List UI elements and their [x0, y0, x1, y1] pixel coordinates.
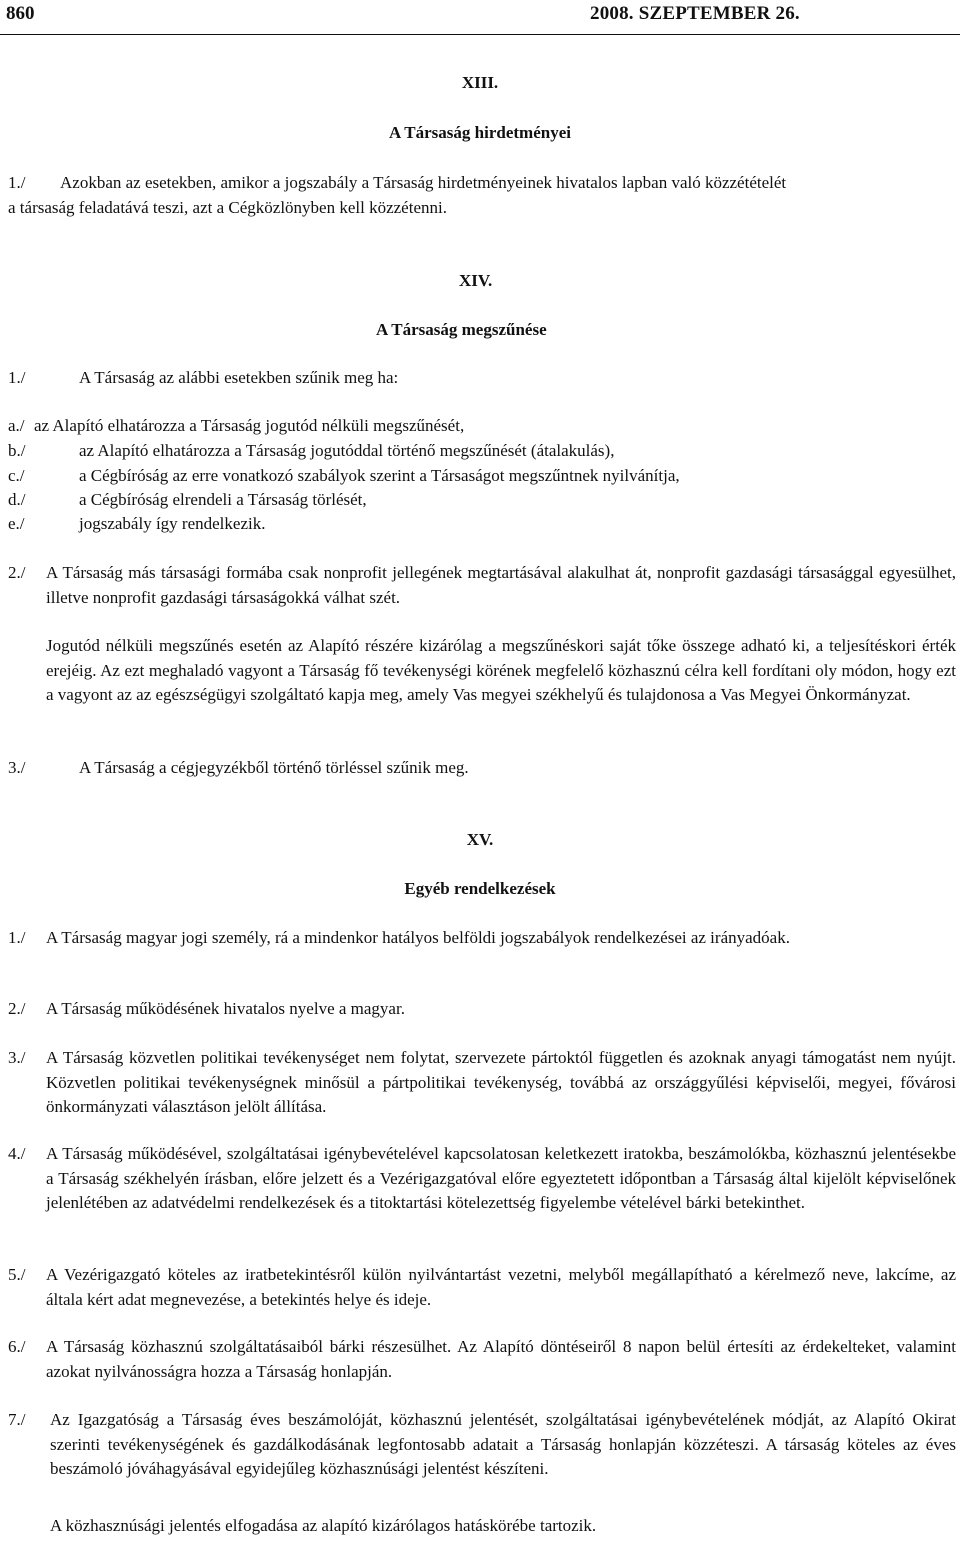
s13-p1-line-2: a társaság feladatává teszi, azt a Cégközlönyben kell közzétenni. [8, 198, 447, 217]
s14-p2-text: A Társaság más társasági formába csak nonprofit jellegének megtartásával alakulhat át, nonprofit gazdasági társasággal egyesülhet, illetve nonprofit gazdasági társaságokká válhat szét. [46, 563, 956, 607]
list-item-b-label: b./ [8, 441, 26, 460]
section-14-number: XIV. [459, 271, 493, 290]
s14-p1-text: A Társaság az alábbi esetekben szűnik meg ha: [79, 368, 399, 387]
list-item-a-text: az Alapító elhatározza a Társaság jogutód nélküli megszűnését, [34, 416, 465, 435]
section-14-title: A Társaság megszűnése [376, 320, 547, 339]
s15-p3-number: 3./ [8, 1048, 26, 1067]
s15-p6-number: 6./ [8, 1337, 26, 1356]
s14-p3-text: A Társaság a cégjegyzékből történő törléssel szűnik meg. [79, 758, 469, 777]
s15-p6-text: A Társaság közhasznú szolgáltatásaiból bárki részesülhet. Az Alapító döntéseiről 8 napon belül értesíti az érdekelteket, valamint azokat nyilvánosságra hozza a Társaság honlapján. [46, 1337, 956, 1381]
s15-p5-number: 5./ [8, 1265, 26, 1284]
section-13-title: A Társaság hirdetményei [389, 123, 571, 142]
list-item-a-label: a./ [8, 416, 25, 435]
list-item-c-label: c./ [8, 466, 25, 485]
s15-p3-text: A Társaság közvetlen politikai tevékenységet nem folytat, szervezete pártoktól független és azoknak anyagi támogatást nem nyújt. Közvetlen politikai tevékenységnek minősül a pártpolitikai tevékenység, továbbá az országgyűlési képviselői, megyei, fővárosi önkormányzati választáson jelölt állítása. [46, 1048, 956, 1116]
s14-p1-number: 1./ [8, 368, 26, 387]
page-header [0, 0, 960, 35]
s14-p3-number: 3./ [8, 758, 26, 777]
s13-p1-number: 1./ [8, 173, 26, 192]
s15-p4-text: A Társaság működésével, szolgáltatásai igénybevételével kapcsolatosan keletkezett iratokba, beszámolókba, közhasznú jelentésekbe a Társaság székhelyén írásban, előre jelzett és a Vezérigazgatóval előre egyeztetett időpontban a Társaság által kijelölt képviselőnek jelenlétében az adatvédelmi rendelkezések és a titoktartási kötelezettség figyelembe vételével bárki betekinthet. [46, 1144, 956, 1212]
header-date: 2008. SZEPTEMBER 26. [590, 3, 800, 24]
s15-p5-text: A Vezérigazgató köteles az iratbetekintésről külön nyilvántartást vezetni, melyből megállapítható a kérelmező neve, lakcíme, az általa kért adat megnevezése, a betekintés helye és ideje. [46, 1265, 956, 1309]
list-item-d-label: d./ [8, 490, 26, 509]
s14-p2-continuation: Jogutód nélküli megszűnés esetén az Alapító részére kizárólag a megszűnéskori saját tőke összege adható ki, a teljesítéskori érték erejéig. Az ezt meghaladó vagyont a Társaság fő tevékenységi körének megfelelő közhasznú célra kell fordítani oly módon, hogy ezt a vagyont az az egészségügyi szolgáltató kapja meg, amely Vas megyei székhelyű és tulajdonosa a Vas Megyei Önkormányzat. [46, 636, 956, 704]
s15-p1-text: A Társaság magyar jogi személy, rá a mindenkor hatályos belföldi jogszabályok rendelkezései az irányadóak. [46, 928, 790, 947]
section-15-number: XV. [466, 830, 494, 849]
s15-p1-number: 1./ [8, 928, 26, 947]
s13-p1-line-1: Azokban az esetekben, amikor a jogszabály a Társaság hirdetményeinek hivatalos lapban való közzétételét [60, 173, 787, 192]
s15-p7-number: 7./ [8, 1410, 26, 1429]
list-item-b-text: az Alapító elhatározza a Társaság jogutóddal történő megszűnését (átalakulás), [79, 441, 615, 460]
list-item-e-label: e./ [8, 514, 25, 533]
list-item-d-text: a Cégbíróság elrendeli a Társaság törlését, [79, 490, 367, 509]
s15-p2-number: 2./ [8, 999, 26, 1018]
s15-last-line: A közhasznúsági jelentés elfogadása az alapító kizárólagos hatáskörébe tartozik. [50, 1516, 597, 1535]
section-13-number: XIII. [461, 73, 499, 92]
list-item-c-text: a Cégbíróság az erre vonatkozó szabályok szerint a Társaságot megszűntnek nyilvánítja, [79, 466, 680, 485]
s15-p7-text: Az Igazgatóság a Társaság éves beszámolóját, közhasznú jelentését, szolgáltatásai igénybevételének módját, az Alapító Okirat szerinti tevékenységének és gazdálkodásának legfontosabb adatait a Társaság honlapján közzéteszi. A társaság köteles az éves beszámoló jóváhagyásával egyidejűleg közhasznúsági jelentést készíteni. [50, 1410, 956, 1478]
section-15-title: Egyéb rendelkezések [404, 879, 556, 898]
list-item-e-text: jogszabály így rendelkezik. [79, 514, 266, 533]
s15-p2-text: A Társaság működésének hivatalos nyelve a magyar. [46, 999, 405, 1018]
s15-p4-number: 4./ [8, 1144, 26, 1163]
page-number: 860 [6, 3, 35, 24]
s14-p2-number: 2./ [8, 563, 26, 582]
